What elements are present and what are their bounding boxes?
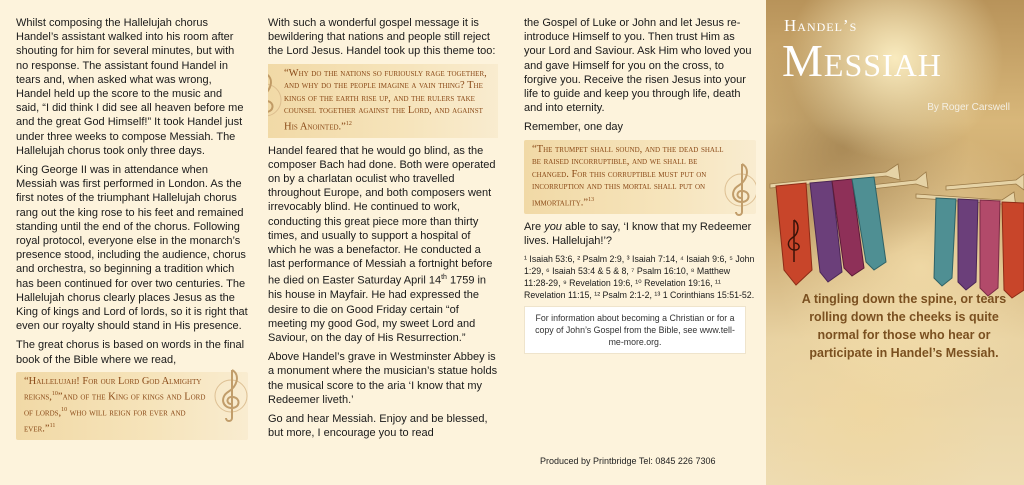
cover-author: By Roger Carswell <box>927 102 1010 113</box>
quote-sup-1: 10 <box>51 391 58 398</box>
cover-title-small: Handel’s <box>784 16 858 35</box>
quote-part-a: “Hallelujah! For our Lord God Almighty reigns, <box>24 375 202 403</box>
question-part-b: able to say, ‘I know that my Redeemer lives. Hallelujah!’? <box>524 220 752 247</box>
col2-paragraph-1: With such a wonderful gospel message it is bewildering that nations and people still reject the Lord Jesus. Handel took up this theme too: <box>268 17 496 58</box>
treble-clef-icon <box>718 158 756 218</box>
cover-tagline: A tingling down the spine, or tears rolling down the cheeks is quite normal for those who hear or participate in Handel’s Messiah. <box>801 292 1007 360</box>
date-sup: th <box>441 274 447 282</box>
col1-paragraph-1: Whilst composing the Hallelujah chorus Handel’s assistant walked into his room after shouting for him for several minutes, but with no response. The assistant found Handel in tears and, when asked what was wrong, Handel held up the score to the music and said, “I did think I did see all heaven before me and the great God Himself!” It took Handel just under three weeks to compose Messiah. The Hallelujah chorus took only three days. <box>16 17 244 157</box>
quote-sup-3: 11 <box>49 423 56 430</box>
column-three <box>524 0 756 485</box>
trumpet-quote-text: “The trumpet shall sound, and the dead shall be raised incorruptible, and we shall be changed. For this corruptible must put on incorruption and this mortal shall put on immortality.” <box>532 143 724 209</box>
trumpet-quote-sup: 13 <box>588 196 595 203</box>
col1-paragraph-3: The great chorus is based on words in the final book of the Bible where we read, <box>16 339 245 366</box>
col3-paragraph-3 <box>524 220 756 248</box>
quote-part-b: ”and of the King of kings and Lord of lords, <box>24 391 206 419</box>
col2-paragraph-2-end: 1759 in his house in Mayfair. He had expressed the desire to die on Good Friday certain “of meeting my good God, my sweet Lord and Saviour, on the day of His Resurrection.” <box>268 275 487 344</box>
col2-paragraph-4: Go and hear Messiah. Enjoy and be blessed, but more, I encourage you to read <box>268 412 488 440</box>
question-emphasis: you <box>544 220 562 233</box>
nations-quote-text: “Why do the nations so furiously rage together, and why do the people imagine a vain thing? The kings of the earth rise up, and the rulers take counsel together against the Lord, and against His Anointed.” <box>284 67 487 133</box>
quote-sup-2: 10 <box>61 407 68 414</box>
cover-title-big: Messiah <box>782 35 942 86</box>
nations-quote-sup: 12 <box>345 120 352 127</box>
produced-by: Produced by Printbridge Tel: 0845 226 7306 <box>540 456 716 466</box>
quote-part-c: who will reign for ever and ever.” <box>24 407 186 435</box>
col3-paragraph-1: the Gospel of Luke or John and let Jesus re-introduce Himself to you. Then trust Him as your Lord and Saviour. Ask Him who loved you and gave Himself for you on the cross, to forgive you. Receive the risen Jesus into your life to guide and keep you through life, death and into eternity. <box>524 17 752 115</box>
scripture-references: ¹ Isaiah 53:6, ² Psalm 2:9, ³ Isaiah 7:14, ⁴ Isaiah 9:6, ⁵ John 1:29, ⁶ Isaiah 53:4 & 5 & 8, ⁷ Psalm 16:10, ⁸ Matthew 11:28-29, ⁹ Revelation 19:6, ¹⁰ Revelation 19:16, ¹¹ Revelation 11:15, ¹² Psalm 2:1-2, ¹³ 1 Corinthians 15:51-52. <box>524 254 755 301</box>
hallelujah-quote <box>16 372 248 441</box>
nations-quote <box>268 64 498 138</box>
col2-paragraph-2-text: Handel feared that he would go blind, as the composer Bach had done. Both were operated on by a charlatan oculist who travelled throughout Europe, and both composers went irrevocably blind. He continued to work, conducting this great piece more than thirty times, and usually to support a hospital of which he was a benefactor. He conducted a last performance of Messiah a fortnight before he died on Easter Saturday April 14 <box>268 144 496 288</box>
col1-paragraph-2: King George II was in attendance when Messiah was first performed in London. As the first notes of the triumphant Hallelujah chorus rang out the king rose to his feet and remained standing until the end of the chorus. Following royal protocol, everyone else in the monarch’s presence stood, including the audience, chorus and orchestra, so beginning a tradition which has been continued for over two centuries. The Hallelujah chorus clearly places Jesus as the King of kings and Lord of lords, so it is right that even our royalty should stand in His presence. <box>16 164 248 333</box>
trumpet-quote <box>524 140 756 214</box>
treble-clef-icon <box>268 68 288 128</box>
question-part-a: Are <box>524 220 545 233</box>
col3-paragraph-2: Remember, one day <box>524 121 624 134</box>
col2-paragraph-2 <box>268 144 498 346</box>
cover-panel <box>766 0 1024 485</box>
column-one <box>16 0 248 485</box>
col2-paragraph-3: Above Handel’s grave in Westminster Abbey is a monument where the musician’s statue holds the musical score to the aria ‘I know that my Redeemer liveth.’ <box>268 351 498 406</box>
info-box: For information about becoming a Christian or for a copy of John’s Gospel from the Bible, see www.tell-me-more.org. <box>524 306 746 354</box>
column-two <box>268 0 498 485</box>
treble-clef-icon <box>208 364 248 424</box>
